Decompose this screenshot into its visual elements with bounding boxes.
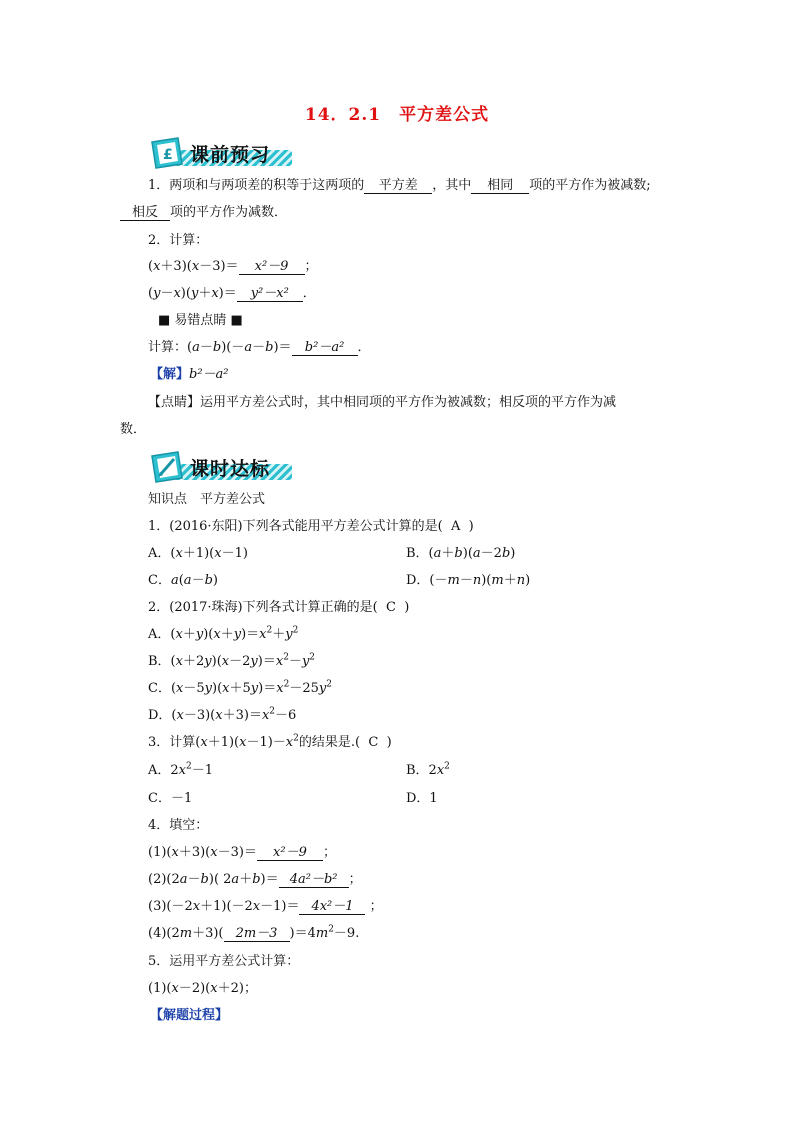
section-banner-preview [148,134,298,174]
jie-line [150,366,229,383]
section-banner-practice [148,448,298,488]
text: ) [404,600,410,615]
dianjing-label: 【点睛】 [148,395,201,410]
practice-q1-stem [148,518,474,535]
answer: 相反 [131,205,158,220]
preview-q2-line2: (y－x)(y＋x)＝ y²－x² ． [148,286,316,301]
preview-q1-line1 [148,177,651,194]
text: ，其中 [432,178,472,193]
text: 1．(2016·东阳)下列各式能用平方差公式计算的是( [148,519,443,534]
answer-blank [257,845,323,861]
q1-option-a: A．(x＋1)(x－1) [148,546,248,561]
q3-option-d: D．1 [406,791,438,806]
q3-option-a: A．$2x^2-1$ [148,761,214,778]
q2-option-c: C．$(x-5y)(x+5y)=x^2-25y^2$ [148,679,332,696]
q1-option-b: B．(a＋b)(a－2b) [406,546,516,561]
practice-q2-stem [148,599,409,616]
answer-blank [237,286,303,302]
practice-q3-stem: 3．计算$(x+1)(x-1)-x^2$的结果是.( C ) [148,733,392,750]
preview-q2-head: 2．计算： [148,233,209,248]
topic-line: 知识点 平方差公式 [148,492,266,507]
section-title-preview: 课前预习 [190,144,271,166]
page-title: 14．2.1 平方差公式 [304,105,490,125]
preview-q2-line1: (x＋3)(x－3)＝ x²－9 ； [148,259,318,274]
answer-blank [224,926,290,942]
text: 项的平方作为被减数; [529,178,651,193]
answer-blank [471,178,529,194]
text: 2．(2017·珠海)下列各式计算正确的是( [148,600,378,615]
answer-blank [364,178,432,194]
q1-option-d: D．(－m－n)(m＋n) [406,573,531,588]
q4-item2: (2)(2a－b)( 2a＋b)＝ 4a²－b² ； [148,872,362,887]
answer: 4a²－b² [289,872,338,887]
answer: x²－9 [273,845,307,860]
answer: x²－9 [254,259,289,274]
q3-option-b: B．$2x^2$ [406,761,450,778]
answer: A [450,519,461,534]
answer: 2m－3 [235,926,278,941]
notebook-icon [148,136,186,170]
answer: 平方差 [378,178,418,193]
q1-option-c: C．a(a－b) [148,573,218,588]
q4-item4: (4)(2m＋3)( 2m－3 )$=4m^2-9$. [148,924,360,941]
answer: C [368,735,379,750]
answer-blank [299,899,365,915]
answer: 4x²－1 [311,899,354,914]
q4-item3: (3)(－2x＋1)(－2x－1)＝ 4x²－1 ； [148,899,383,914]
section-title-practice: 课时达标 [190,458,271,480]
dianjing-line1 [148,394,616,411]
solution-label: 【解题过程】 [150,1008,229,1023]
pencil-icon [148,450,186,484]
text: 项的平方作为减数． [170,205,288,220]
answer-blank [279,872,349,888]
text: 1．两项和与两项差的积等于这两项的 [148,178,365,193]
answer-blank [120,205,170,221]
jie-label: 【解】 [150,367,190,382]
answer: 相同 [487,178,514,193]
dianjing-text: 运用平方差公式时，其中相同项的平方作为被减数；相反项的平方作为减 [200,395,617,410]
dianjing-line2: 数． [120,422,147,437]
preview-q1-line2 [120,204,287,221]
q3-option-c: C．－1 [148,791,193,806]
answer: b²－a² [304,340,345,355]
practice-q5-head: 5．运用平方差公式计算： [148,954,300,969]
q2-option-d: D．$(x-3)(x+3)=x^2-6$ [148,706,297,723]
answer-blank [239,259,305,275]
text: 计算： [148,340,188,355]
practice-q4-head: 4．填空： [148,818,209,833]
jie-text: b²－a² [189,367,229,382]
svg-text:£: £ [163,147,173,163]
q2-option-a: A．$(x+y)(x+y)=x^2+y^2$ [148,625,299,642]
answer-blank [292,340,358,356]
answer: C [385,600,396,615]
q5-item1: (1)(x－2)(x＋2)； [148,981,257,996]
q4-item1: (1)(x＋3)(x－3)＝ x²－9 ； [148,845,336,860]
answer: y²－x² [250,286,289,301]
text: ) [468,519,474,534]
tips-calc-line: 计算：(a－b)(－a－b)＝ b²－a² ． [148,340,371,355]
tips-heading: ■ 易错点睛 ■ [158,313,243,328]
q2-option-b: B．$(x+2y)(x-2y)=x^2-y^2$ [148,652,316,669]
